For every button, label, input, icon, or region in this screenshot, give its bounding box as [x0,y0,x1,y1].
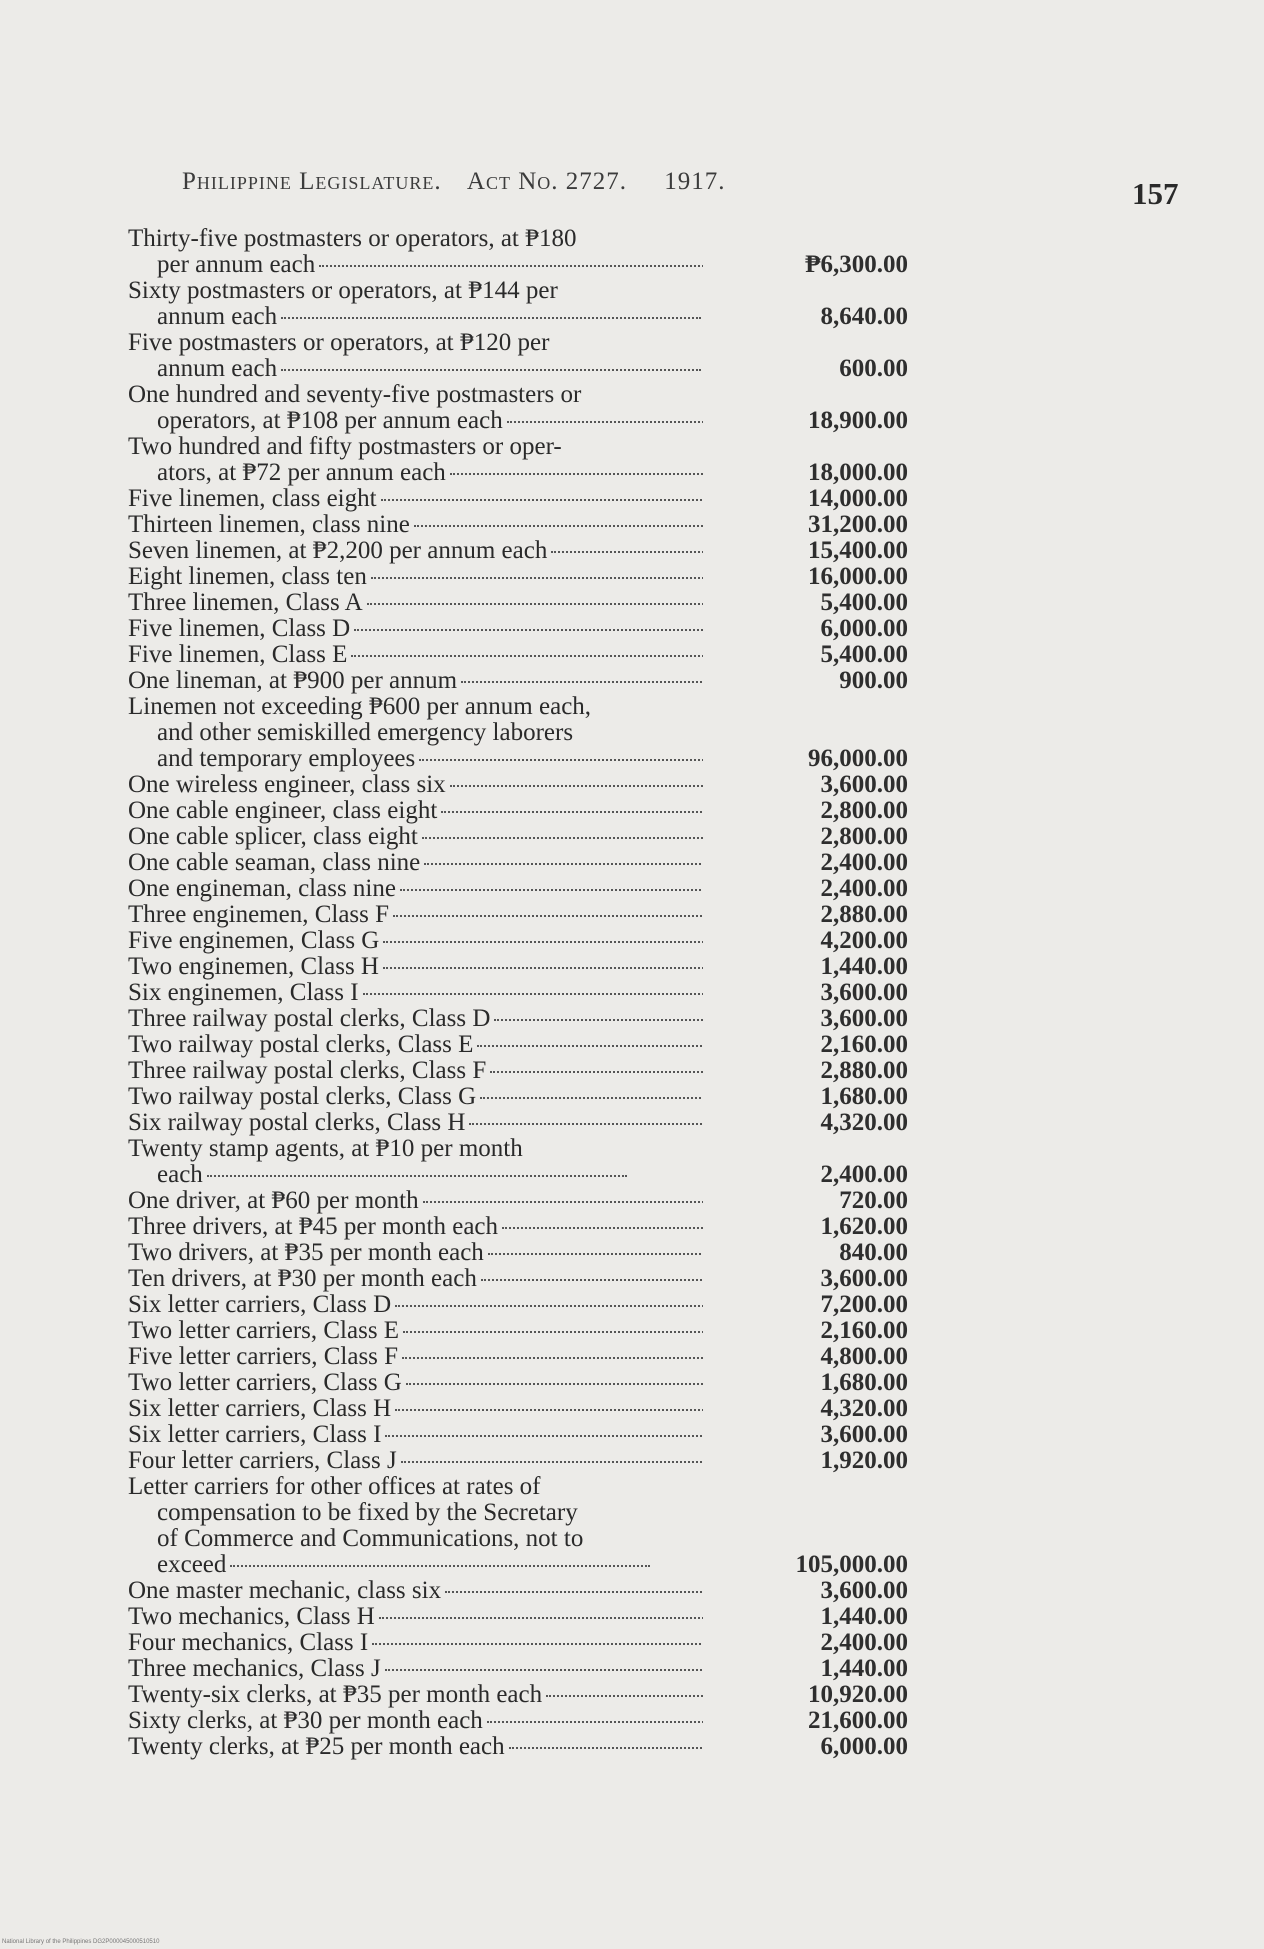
header-act: Act No. 2727. [466,168,628,195]
dot-leader [488,1253,703,1255]
list-item [128,590,908,616]
dot-leader [363,993,703,995]
item-description-line [128,1578,703,1604]
item-amount: 2,880.00 [820,1057,908,1084]
item-amount: 4,200.00 [820,927,908,954]
list-item [128,1578,908,1604]
list-item [128,1344,908,1370]
item-description-text: Six letter carriers, Class I [128,1422,382,1448]
item-description-text: One cable splicer, class eight [128,824,418,850]
item-description-text: Thirty-five postmasters or operators, at ₱180 [128,226,577,252]
item-description-text: Linemen not exceeding ₱600 per annum each, [128,694,592,720]
item-description-line [128,1136,703,1162]
item-description-text: Seven linemen, at ₱2,200 per annum each [128,538,548,564]
item-description-text: Twenty clerks, at ₱25 per month each [128,1734,505,1760]
list-item [128,980,908,1006]
item-description-text: Two railway postal clerks, Class E [128,1032,474,1058]
item-description-text: Four letter carriers, Class J [128,1448,397,1474]
list-item [128,1136,908,1188]
item-amount: 31,200.00 [808,511,908,538]
item-description-line [128,1370,703,1396]
dot-leader [371,577,703,579]
item-description-text: Five postmasters or operators, at ₱120 per [128,330,550,356]
header-year: 1917. [664,168,726,195]
item-description-text: Five linemen, Class E [128,642,348,668]
dot-leader [385,1435,703,1437]
item-description-text: Five enginemen, Class G [128,928,380,954]
item-amount: 14,000.00 [808,485,908,512]
dot-leader [383,967,703,969]
list-item [128,1604,908,1630]
item-amount: 1,920.00 [820,1447,908,1474]
list-item [128,876,908,902]
item-description-text: Two drivers, at ₱35 per month each [128,1240,484,1266]
dot-leader [395,1305,703,1307]
item-description-text: Two letter carriers, Class E [128,1318,400,1344]
item-description-line [128,876,703,902]
item-amount: 2,160.00 [820,1317,908,1344]
item-description-text: One hundred and seventy-five postmasters or [128,382,582,408]
item-description-line [128,1240,703,1266]
item-amount: 1,620.00 [820,1213,908,1240]
item-description-line [128,356,703,382]
item-description-text: One wireless engineer, class six [128,772,446,798]
item-description-line [128,1344,703,1370]
list-item [128,1474,908,1578]
item-description-line [128,1682,703,1708]
list-item [128,1318,908,1344]
item-description-line [128,980,703,1006]
dot-leader [480,1097,703,1099]
item-amount: 4,800.00 [820,1343,908,1370]
item-description-line [128,642,703,668]
item-description-text: per annum each [157,252,316,278]
item-amount: 2,400.00 [820,875,908,902]
item-description-line [128,1162,703,1188]
item-description-text: Letter carriers for other offices at rates of [128,1474,541,1500]
item-description-text: Six letter carriers, Class H [128,1396,392,1422]
dot-leader [383,941,703,943]
item-amount: 2,400.00 [820,1161,908,1188]
item-description-line [128,1500,703,1526]
list-item [128,1032,908,1058]
item-description-line [128,1708,703,1734]
item-amount: 6,000.00 [820,615,908,642]
item-description-text: Two railway postal clerks, Class G [128,1084,477,1110]
appropriation-list [128,226,908,1760]
dot-leader [281,317,701,319]
item-amount: 96,000.00 [808,745,908,772]
item-description-line [128,1630,703,1656]
item-description-line [128,382,703,408]
item-amount: 4,320.00 [820,1395,908,1422]
item-description-line [128,590,703,616]
list-item [128,1682,908,1708]
item-description-text: Two hundred and fifty postmasters or oper- [128,434,562,460]
item-description-text: One lineman, at ₱900 per annum [128,668,458,694]
list-item [128,1292,908,1318]
list-item [128,226,908,278]
item-amount: 840.00 [839,1239,908,1266]
dot-leader [230,1565,650,1567]
list-item [128,850,908,876]
item-amount: 900.00 [839,667,908,694]
item-description-text: and other semiskilled emergency laborers [157,720,574,746]
dot-leader [351,655,703,657]
item-description-line [128,512,703,538]
dot-leader [481,1279,703,1281]
item-amount: 105,000.00 [795,1551,908,1578]
item-amount: 18,000.00 [808,459,908,486]
item-amount: 3,600.00 [820,1265,908,1292]
item-description-line [128,928,703,954]
list-item [128,1656,908,1682]
list-item [128,928,908,954]
item-description-line [128,1006,703,1032]
item-amount: 2,880.00 [820,901,908,928]
item-description-line [128,408,703,434]
list-item [128,538,908,564]
item-description-text: exceed [157,1552,227,1578]
item-amount: 7,200.00 [820,1291,908,1318]
dot-leader [490,1071,703,1073]
item-description-text: One engineman, class nine [128,876,396,902]
item-description-line [128,772,703,798]
item-amount: 5,400.00 [820,641,908,668]
page-number: 157 [1132,176,1179,211]
item-description-line [128,486,703,512]
item-description-line [128,1422,703,1448]
item-description-text: Six railway postal clerks, Class H [128,1110,466,1136]
list-item [128,824,908,850]
list-item [128,772,908,798]
item-description-line [128,694,703,720]
dot-leader [395,1409,703,1411]
item-description-text: Thirteen linemen, class nine [128,512,410,538]
list-item [128,1734,908,1760]
item-amount: 3,600.00 [820,1577,908,1604]
list-item [128,1006,908,1032]
item-description-line [128,460,703,486]
item-description-text: Eight linemen, class ten [128,564,367,590]
item-description-line [128,434,703,460]
list-item [128,1188,908,1214]
item-description-line [128,954,703,980]
dot-leader [450,473,703,475]
item-description-text: Three drivers, at ₱45 per month each [128,1214,499,1240]
item-description-line [128,1474,703,1500]
list-item [128,434,908,486]
dot-leader [401,1461,703,1463]
dot-leader [367,603,703,605]
list-item [128,1448,908,1474]
dot-leader [393,915,703,917]
dot-leader [381,499,703,501]
item-description-line [128,1214,703,1240]
item-amount: 8,640.00 [820,303,908,330]
item-description-text: One master mechanic, class six [128,1578,442,1604]
list-item [128,486,908,512]
list-item [128,798,908,824]
dot-leader [422,837,703,839]
item-description-text: annum each [157,356,278,382]
item-description-line [128,1448,703,1474]
item-description-text: annum each [157,304,278,330]
dot-leader [319,265,703,267]
item-description-text: Ten drivers, at ₱30 per month each [128,1266,477,1292]
item-amount: 6,000.00 [820,1733,908,1760]
item-description-text: Twenty stamp agents, at ₱10 per month [128,1136,523,1162]
list-item [128,642,908,668]
list-item [128,278,908,330]
item-amount: 18,900.00 [808,407,908,434]
item-amount: 5,400.00 [820,589,908,616]
list-item [128,1396,908,1422]
item-amount: 720.00 [839,1187,908,1214]
item-amount: 21,600.00 [808,1707,908,1734]
list-item [128,1110,908,1136]
list-item [128,330,908,382]
item-description-line [128,1266,703,1292]
item-description-text: Three railway postal clerks, Class D [128,1006,491,1032]
dot-leader [414,525,703,527]
item-description-line [128,1318,703,1344]
list-item [128,382,908,434]
dot-leader [477,1045,703,1047]
item-description-line [128,278,703,304]
list-item [128,694,908,772]
item-description-text: Twenty-six clerks, at ₱35 per month each [128,1682,543,1708]
item-amount: 1,680.00 [820,1083,908,1110]
list-item [128,1630,908,1656]
item-description-text: One cable seaman, class nine [128,850,421,876]
item-amount: 2,400.00 [820,1629,908,1656]
list-item [128,668,908,694]
item-amount: 2,400.00 [820,849,908,876]
item-description-line [128,720,703,746]
item-amount: 1,440.00 [820,1655,908,1682]
item-amount: 1,680.00 [820,1369,908,1396]
item-description-line [128,330,703,356]
item-description-text: One cable engineer, class eight [128,798,438,824]
item-amount: 2,800.00 [820,823,908,850]
item-description-text: Two mechanics, Class H [128,1604,375,1630]
item-description-line [128,1292,703,1318]
list-item [128,1084,908,1110]
dot-leader [450,785,703,787]
dot-leader [423,1201,703,1203]
item-description-line [128,1552,703,1578]
item-description-line [128,850,703,876]
item-amount: 600.00 [839,355,908,382]
item-description-text: Five linemen, class eight [128,486,377,512]
dot-leader [354,629,703,631]
item-description-text: each [157,1162,203,1188]
item-amount: 3,600.00 [820,1421,908,1448]
list-item [128,1370,908,1396]
list-item [128,1422,908,1448]
item-description-text: Three mechanics, Class J [128,1656,381,1682]
item-description-line [128,824,703,850]
item-description-line [128,304,703,330]
item-amount: 1,440.00 [820,953,908,980]
item-amount: 10,920.00 [808,1681,908,1708]
dot-leader [406,1383,703,1385]
item-description-text: Five letter carriers, Class F [128,1344,399,1370]
list-item [128,902,908,928]
item-description-line [128,1604,703,1630]
header-title: Philippine Legislature. [182,168,442,195]
dot-leader [546,1695,703,1697]
item-description-text: Three railway postal clerks, Class F [128,1058,487,1084]
item-amount: 3,600.00 [820,771,908,798]
dot-leader [441,811,703,813]
item-description-line [128,1084,703,1110]
item-description-text: Five linemen, Class D [128,616,351,642]
item-description-line [128,1032,703,1058]
item-description-line [128,668,703,694]
dot-leader [445,1591,703,1593]
list-item [128,954,908,980]
item-description-line [128,798,703,824]
dot-leader [494,1019,703,1021]
dot-leader [281,369,701,371]
list-item [128,616,908,642]
item-description-text: Two letter carriers, Class G [128,1370,402,1396]
item-description-text: Two enginemen, Class H [128,954,379,980]
dot-leader [461,681,703,683]
list-item [128,1214,908,1240]
list-item [128,1266,908,1292]
dot-leader [400,889,703,891]
dot-leader [551,551,703,553]
dot-leader [385,1669,703,1671]
item-description-text: Sixty postmasters or operators, at ₱144 per [128,278,558,304]
dot-leader [207,1175,627,1177]
dot-leader [502,1227,703,1229]
item-description-text: operators, at ₱108 per annum each [157,408,503,434]
item-description-line [128,1396,703,1422]
item-description-text: and temporary employees [157,746,416,772]
item-description-text: ators, at ₱72 per annum each [157,460,446,486]
item-amount: 3,600.00 [820,979,908,1006]
item-description-line [128,538,703,564]
item-description-text: Four mechanics, Class I [128,1630,369,1656]
item-description-text: compensation to be fixed by the Secretary [157,1500,578,1526]
running-header [182,168,1112,196]
item-description-line [128,616,703,642]
item-amount: 16,000.00 [808,563,908,590]
item-description-line [128,252,703,278]
item-description-text: Six enginemen, Class I [128,980,359,1006]
list-item [128,1708,908,1734]
item-amount: ₱6,300.00 [805,251,908,278]
item-description-line [128,746,703,772]
item-description-text: Three linemen, Class A [128,590,363,616]
dot-leader [403,1331,703,1333]
item-description-line [128,1656,703,1682]
item-amount: 15,400.00 [808,537,908,564]
item-amount: 2,160.00 [820,1031,908,1058]
dot-leader [487,1721,703,1723]
list-item [128,512,908,538]
item-description-line [128,1058,703,1084]
dot-leader [402,1357,703,1359]
dot-leader [379,1617,703,1619]
item-description-line [128,902,703,928]
footer-attribution: National Library of the Philippines DG2P000045000510510 [2,1939,160,1945]
dot-leader [372,1643,703,1645]
item-description-line [128,1110,703,1136]
dot-leader [507,421,703,423]
item-description-line [128,1734,703,1760]
item-description-line [128,1526,703,1552]
list-item [128,1058,908,1084]
item-amount: 4,320.00 [820,1109,908,1136]
dot-leader [424,863,703,865]
item-description-text: One driver, at ₱60 per month [128,1188,419,1214]
item-description-line [128,1188,703,1214]
item-amount: 2,800.00 [820,797,908,824]
dot-leader [419,759,703,761]
item-description-text: Three enginemen, Class F [128,902,390,928]
dot-leader [469,1123,703,1125]
list-item [128,1240,908,1266]
item-amount: 1,440.00 [820,1603,908,1630]
item-description-line [128,564,703,590]
item-amount: 3,600.00 [820,1005,908,1032]
item-description-text: Six letter carriers, Class D [128,1292,392,1318]
list-item [128,564,908,590]
item-description-text: Sixty clerks, at ₱30 per month each [128,1708,483,1734]
item-description-line [128,226,703,252]
item-description-text: of Commerce and Communications, not to [157,1526,584,1552]
dot-leader [509,1747,703,1749]
